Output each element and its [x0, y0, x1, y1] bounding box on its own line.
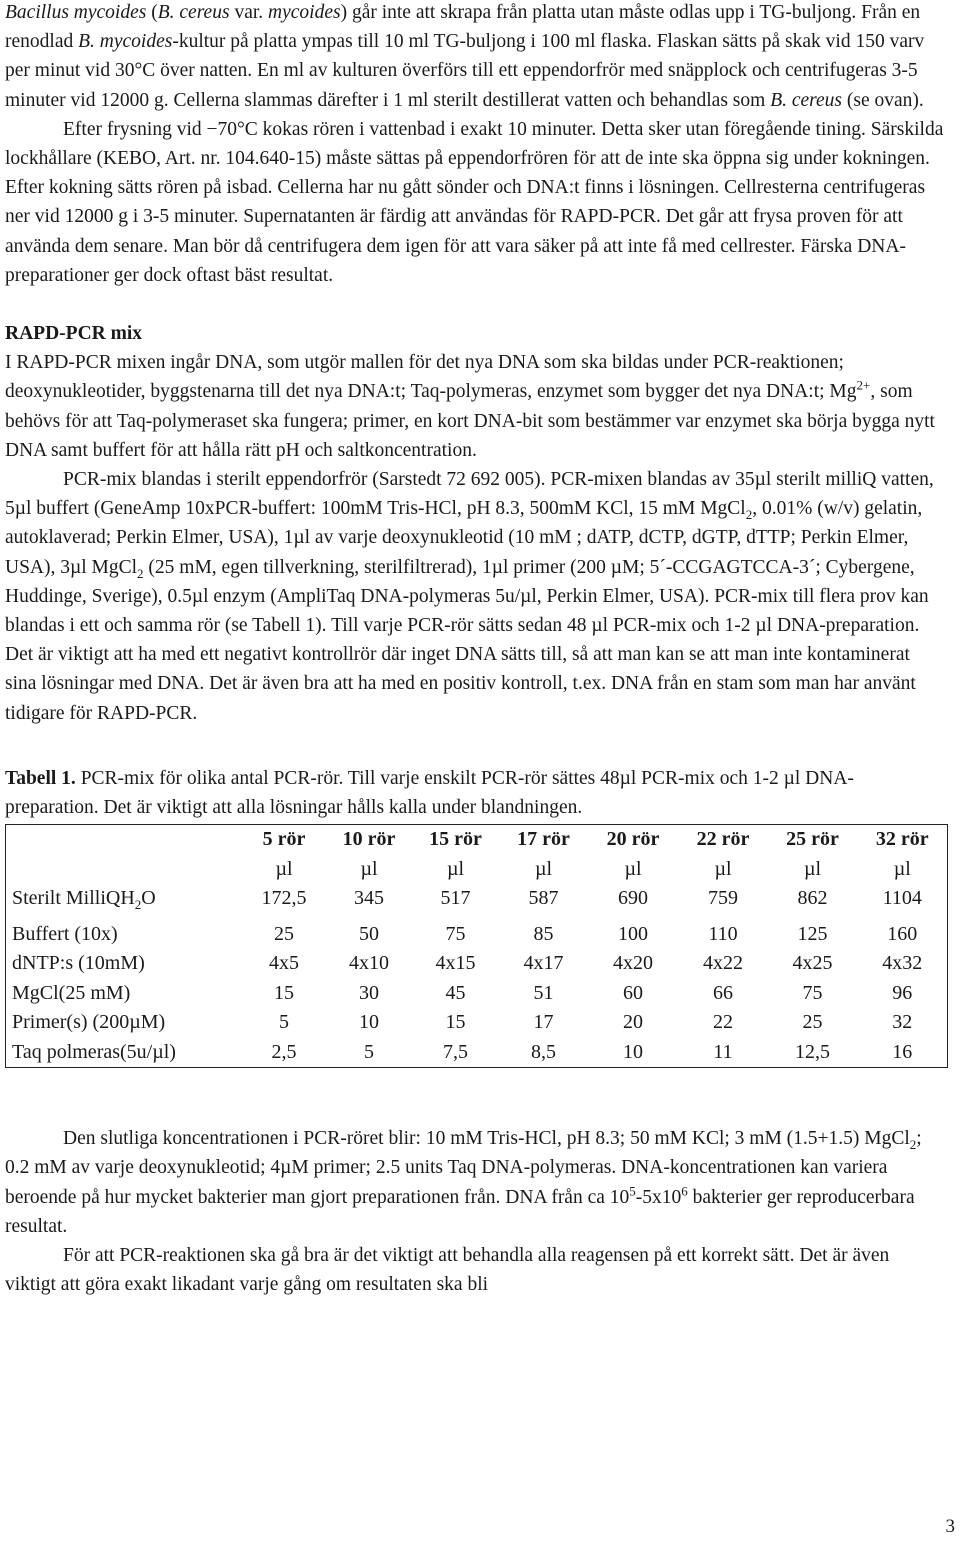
organism-name: B. cereus — [770, 89, 843, 111]
table-cell: 345 — [354, 887, 384, 910]
page-number: 3 — [945, 1516, 955, 1537]
superscript: 6 — [681, 1183, 688, 1199]
table-cell: 7,5 — [412, 1038, 500, 1068]
organism-name: mycoides — [268, 2, 341, 23]
table-row — [6, 1008, 948, 1038]
table-cell: 4x20 — [613, 952, 653, 975]
text-span: bakterier ger reproducerbara resultat. — [5, 1186, 915, 1237]
table-cell: 759 — [708, 887, 738, 910]
unit-cell: µl — [360, 857, 378, 880]
unit-cell: µl — [534, 857, 553, 880]
text-span: , 0.01% (w/v) gelatin, autoklaverad; Perkin Elmer, USA), 1µl av varje deoxynukleotid (10 mM ; dATP, dCTP, dGTP, dTTP; Perkin Elmer, USA), 3µl MgCl — [5, 498, 923, 578]
text-span: PCR-mix blandas i sterilt eppendorfrör (Sarstedt 72 692 005). PCR-mixen blandas av 35µl sterilt milliQ vatten, 5µl buffert (GeneAmp 10xPCR-buffert: 100mM Tris-HCl, pH 8.3, 500mM KCl, 15 mM MgCl — [5, 469, 934, 520]
table-cell: 30 — [359, 981, 379, 1004]
table-row — [6, 949, 948, 979]
table-cell: 15 — [274, 981, 294, 1004]
document-page — [5, 0, 945, 1300]
text-span: (25 mM, egen tillverkning, sterilfiltrerad), 1µl primer (200 µM; 5´-CCGAGTCCA-3´; Cybergene, Huddinge, Sverige), 0.5µl enzym (AmpliTaq DNA-polymeras 5u/µl, Perkin Elmer, USA). PCR-mix till flera prov kan blandas i ett och samma rör (se Tabell 1). Till varje PCR-rör sätts sedan 48 µl PCR-mix och 1-2 µl DNA-preparation. Det är viktigt att ha med ett negativt kontrollrör där inget DNA sätts till, så att man kan se att man inte kontaminerat sina lösningar med DNA. Det är även bra att ha med en positiv kontroll, t.ex. DNA från en stam som man har använt tidigare för RAPD-PCR. — [5, 556, 929, 724]
table-cell: 25 — [802, 1011, 823, 1034]
subscript: 2 — [745, 507, 753, 523]
table-cell: 690 — [618, 887, 648, 910]
table-cell: 12,5 — [768, 1038, 858, 1068]
unit-cell: µl — [275, 857, 293, 880]
table-cell: 160 — [858, 920, 948, 950]
column-header: 20 rör — [588, 825, 679, 855]
table-cell: 4x25 — [792, 952, 833, 975]
table-unit-row — [6, 855, 948, 885]
table-cell: 5 — [279, 1011, 289, 1034]
unit-cell: µl — [803, 857, 822, 880]
table-cell: 66 — [713, 981, 733, 1004]
row-label: Taq polmeras(5u/µl) — [6, 1038, 242, 1068]
organism-name: B. mycoides — [78, 31, 173, 53]
table-cell: 50 — [359, 922, 379, 945]
table-cell: 75 — [802, 981, 823, 1004]
paragraph-reagent-handling: För att PCR-reaktionen ska gå bra är det viktigt att behandla alla reagensen på ett korrekt sätt. Det är även viktigt att göra exakt likadant varje gång om resultaten ska bli — [5, 1245, 890, 1296]
table-cell: 85 — [533, 922, 554, 945]
table-cell: 15 — [445, 1011, 466, 1034]
table-caption-label: Tabell 1. — [5, 767, 76, 789]
section-heading: RAPD-PCR mix — [5, 323, 143, 345]
table-header-row — [6, 825, 948, 855]
pcr-mix-table — [5, 824, 948, 1068]
unit-cell: µl — [858, 855, 948, 885]
table-cell: 8,5 — [500, 1038, 588, 1068]
table-row — [6, 884, 948, 914]
table-cell: 1104 — [858, 884, 948, 914]
column-header: 5 rör — [242, 825, 327, 855]
row-label: Buffert (10x) — [6, 920, 242, 950]
table-cell: 10 — [588, 1038, 679, 1068]
table-cell: 4x17 — [523, 952, 564, 975]
text-span: ; 0.2 mM av varje deoxynukleotid; 4µM primer; 2.5 units Taq DNA-polymeras. DNA-koncentrationen kan variera beroende på hur mycket bakterier man gjort preparationen från. DNA från ca 10 — [5, 1128, 922, 1208]
column-header: 32 rör — [858, 825, 948, 855]
paragraph-final-concentration — [5, 1124, 945, 1241]
table-cell: 60 — [623, 981, 643, 1004]
table-cell: 4x22 — [703, 952, 743, 975]
table-cell: 45 — [445, 981, 466, 1004]
organism-name: Bacillus mycoides — [5, 2, 147, 23]
column-header: 17 rör — [500, 825, 588, 855]
table-row — [6, 920, 948, 950]
text-span: Den slutliga koncentrationen i PCR-röret blir: 10 mM Tris-HCl, pH 8.3; 50 mM KCl; 3 mM (1.5+1.5) MgCl — [63, 1128, 910, 1150]
table-caption — [5, 764, 945, 822]
row-label: dNTP:s (10mM) — [6, 949, 242, 979]
table-cell: 16 — [858, 1038, 948, 1068]
subscript: 2 — [909, 1137, 917, 1153]
table-cell: 51 — [533, 981, 554, 1004]
paragraph-pcr-mix-components — [5, 348, 945, 465]
table-cell: 17 — [533, 1011, 554, 1034]
unit-cell: µl — [624, 857, 642, 880]
table-cell: 25 — [274, 922, 294, 945]
table-cell: 125 — [797, 922, 828, 945]
row-label: Primer(s) (200µM) — [6, 1008, 242, 1038]
text-span: var. — [229, 2, 269, 23]
text-span: , som behövs för att Taq-polymeraset ska fungera; primer, en kort DNA-bit som bestämmer var enzymet ska börja bygga nytt DNA samt buffert för att hålla rätt pH och saltkoncentration. — [5, 381, 935, 461]
table-cell: 2,5 — [242, 1038, 327, 1068]
table-cell: 4x5 — [269, 952, 299, 975]
unit-cell: µl — [446, 857, 465, 880]
table-caption-text: PCR-mix för olika antal PCR-rör. Till varje enskilt PCR-rör sättes 48µl PCR-mix och 1-2 µl DNA-preparation. Det är viktigt att alla lösningar hålls kalla under blandningen. — [5, 767, 854, 819]
row-label — [6, 884, 242, 914]
paragraph-freezing-boiling: Efter frysning vid −70°C kokas rören i vattenbad i exakt 10 minuter. Detta sker utan föregående tining. Särskilda lockhållare (KEBO, Art. nr. 104.640-15) måste sättas på eppendorfrören för att de inte ska öppna sig under kokningen. Efter kokning sätts rören på isbad. Cellerna har nu gått sönder och DNA:t finns i lösningen. Cellresterna centrifugeras ner vid 12000 g i 3-5 minuter. Supernatanten är färdig att användas för RAPD-PCR. Det går att frysa proven för att använda dem senare. Man bör då centrifugera dem igen för att vara säker på att inte få med cellrester. Färska DNA-preparationer ger dock oftast bäst resultat. — [5, 118, 944, 286]
table-cell: 172,5 — [261, 887, 307, 910]
table-cell: 587 — [528, 887, 559, 910]
paragraph-pcr-mix-recipe — [5, 465, 945, 728]
column-header: 25 rör — [768, 825, 858, 855]
row-label-text: Sterilt MilliQH — [12, 887, 135, 910]
text-span: -kultur på platta ympas till 10 ml TG-buljong i 100 ml flaska. Flaskan sätts på skak vid 150 varv per minut vid 30°C över natten. En ml av kulturen överförs till ett eppendorfrör med snäpplock och centrifugeras 3-5 minuter vid 12000 g. Cellerna slammas därefter i 1 ml sterilt destillerat vatten och behandlas som — [5, 31, 925, 111]
table-cell: 110 — [708, 922, 738, 945]
table-cell: 4x15 — [435, 952, 476, 975]
table-cell: 20 — [623, 1011, 643, 1034]
table-cell: 22 — [713, 1011, 733, 1034]
table-cell: 4x32 — [858, 949, 948, 979]
column-header: 15 rör — [412, 825, 500, 855]
superscript: 5 — [629, 1183, 636, 1199]
table-cell: 5 — [327, 1038, 412, 1068]
row-label: MgCl(25 mM) — [6, 979, 242, 1009]
text-span: (se ovan). — [842, 89, 924, 111]
column-header: 22 rör — [679, 825, 768, 855]
table-row — [6, 1038, 948, 1068]
table-cell: 100 — [618, 922, 648, 945]
table-row — [6, 979, 948, 1009]
unit-cell: µl — [714, 857, 732, 880]
table-cell: 4x10 — [349, 952, 389, 975]
table-corner-cell — [6, 825, 242, 855]
table-cell — [6, 855, 242, 885]
table-cell: 517 — [440, 887, 471, 910]
paragraph-bacillus-mycoides — [5, 0, 945, 115]
superscript: 2+ — [856, 377, 871, 393]
text-span: I RAPD-PCR mixen ingår DNA, som utgör mallen för det nya DNA som ska bildas under PCR-reaktionen; deoxynukleotider, byggstenarna till det nya DNA:t; Taq-polymeras, enzymet som bygger det nya DNA:t; Mg — [5, 352, 857, 403]
table-cell: 75 — [445, 922, 466, 945]
table-cell: 862 — [797, 887, 828, 910]
table-cell: 10 — [359, 1011, 379, 1034]
column-header: 10 rör — [327, 825, 412, 855]
table-cell: 96 — [858, 979, 948, 1009]
text-span: ( — [146, 2, 158, 23]
row-label-text: O — [141, 887, 156, 910]
organism-name: B. cereus — [157, 2, 230, 23]
text-span: ) går inte att skrapa från platta utan måste odlas upp i TG-buljong. Från en renodlad — [5, 2, 921, 53]
subscript: 2 — [137, 565, 144, 581]
text-span: -5x10 — [635, 1186, 682, 1208]
subscript: 2 — [134, 897, 142, 913]
table-cell: 11 — [679, 1038, 768, 1068]
table-cell: 32 — [858, 1008, 948, 1038]
